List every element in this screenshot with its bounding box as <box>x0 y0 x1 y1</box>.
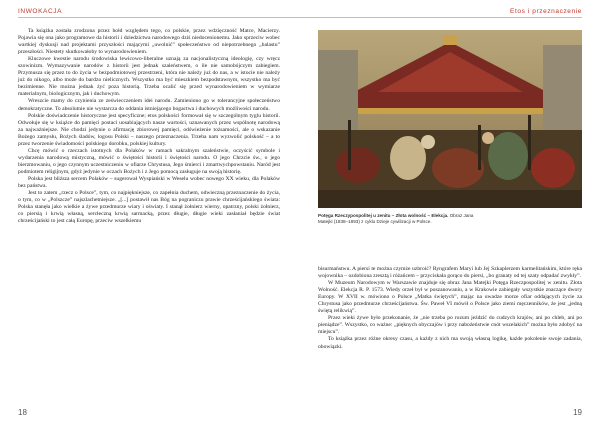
paragraph: To książka przez różne okresy czasu, a każdy z nich ma swoją własną logikę, każde pokolenie swoje zadania, obowiązki. <box>318 336 582 350</box>
paragraph: Wreszcie mamy do czynienia ze zeświecczeniem idei narodu. Zamieniono go w tolerancyjne społeczeństwo demokratyczne. To absolutnie nie wystarcza do oddania istniejącego bogactwa i duchowych możliwości narodu. <box>18 98 280 112</box>
paragraph: W Muzeum Narodowym w Warszawie znajduje się obraz Jana Matejki Potęga Rzeczpospolitej w zenitu. Złota Wolność. Elekcja R. P. 1573. Wiedy orzeł był w poszanowaniu, a w Krakowie zabiegały wszystkie znaczące dwory Europy. W XVII w. mówiono o Polsce „Matka świętych”, mając na uwadze morze ofiar oddających życie za Chrystusa jako przedmurze chrześcijaństwa. Św. Paweł VI mówił o Polsce jako ziemi męczenników, że jest „jedną świętą relikwią”. <box>318 280 582 315</box>
caption-rest: Obraz Jana Matejki (1838–1893) z cyklu Dzieje cywilizacji w Polsce. <box>318 213 474 224</box>
caption-title: Potęga Rzeczypospolitej u zenitu – Złota wolność – Elekcja. <box>318 213 449 218</box>
right-body-text <box>318 266 582 351</box>
right-page <box>300 0 600 427</box>
paragraph: Chcę mówić o rzeczach istotnych dla Polaków w ramach sakralnym szaleństwie, oczyścić symbole i wydarzenia narodową mistyczną, mówić o świętości historii i świętości narodu. O jego Chrzcie św., o jego bierzmowaniu, o jego czynnym uczestniczeniu w ofiarze Chrystusa, Jego śmierci i zmartwychpowstaniu. Naród jest podmiotem religijnym, gdyż jedynie w oczach Bożych i z Jego pomocą zasługuje na swoją historię. <box>18 147 280 175</box>
paragraph: Polskie doświadczenie historyczne jest specyficzne; etos polskości formował się w szczególnym tyglu historii. Odwołuje się w książce do pamięci postaci uosabiających nasze wartości, uznawanych przez wspólnotę narodową za najważniejsze. Nie chodzi jedynie o afirmację zbiorowej pamięci, odświeżenie tożsamości, ale o wskazanie Bożego zamysłu, Bożych śladów, logosu Polski – naszego przeznaczenia. Trzeba nam wyzwolić polskość – a to przez tworzenie świadomości polskiego dorobku, polskiej kultury. <box>18 112 280 147</box>
painting-caption <box>318 213 478 225</box>
running-head-left: INWOKACJA <box>18 8 63 15</box>
page-number-right: 19 <box>573 408 582 417</box>
header-rule-left <box>18 17 300 18</box>
left-body-text <box>18 28 280 225</box>
page-number-left: 18 <box>18 408 27 417</box>
paragraph: Jest to zatem „rzecz o Polsce”, tym, co najpiękniejsze, co zapełnia duchem, odwieczną przeznaczenie do życia, o tym, co w „Polszcze” najszlachetniejsze. „[...] postawił nas Bóg na pograniczu prawie chrześcijańskiego świata: Polska stanęła jako wielkie a żywe przedmurze wiary i oświaty. I stanął żołnierz wierny, opatrzny, polski żołnierz, co piersią i krwią własną, sercłeczną krwią sarmacką, przez długie, długie wieki zasłaniał będzie świat chrześcijański to jest całą Europę, przeciw wszelkiemu <box>18 190 280 225</box>
painting-illustration <box>318 30 582 208</box>
paragraph: bisurmaństwu. A piersi te można czymże uzbroić? Ryngrafem Maryi lub Jej Szkaplerzem karmelitańskim, które ręka wojownika – ozdobiona zresztą i różańcem – przyciskała gorąco do piersi, „bo granaty od tej szaty odpadać zwykły”. <box>318 266 582 280</box>
paragraph: Polska jest bliższa sercem Polaków – sugerował Wyspiański w Weselu wobec nowego XX wieku, dla Polaków bez państwa. <box>18 175 280 190</box>
paragraph: Przez wieki żywe było przekonanie, że „nie trzeba po rozum jeździć do cudzych krajów, ani po chleb, ani po pieniądze”. Wszystko, co ważne: „pięknych obyczajów i przy nabożeństwie cnót wszelakich” można było zdobyć na miejscu”. <box>318 315 582 336</box>
matejko-painting-image <box>318 30 582 208</box>
paragraph: Ta książka została zrodzona przez hołd względem tego, co polskie, przez wdzięczność Matce, Macierzy. Pojawia się ona jako programowe da historii i dziedzictwa narodowego dziś niedocenionemu. Jako sprzeciw wobec wartkiej dyskusji nad projektami przyszłości mającymi „uwolnić” społeczeństwo od niepotrzebnego „balastu” przeszłości. Niestety skutkowałoby to wynarodowieniem. <box>18 28 280 56</box>
header-rule-right <box>300 17 582 18</box>
paragraph: Kluczowe kwestie narodu środowiska lewicowo-liberalne uznają za nacjonalistyczną ideologię, czy wręcz szowinizm. Wymazywanie narodów z historii jest jednak szaleństwem, o ile nie samobójczym zabiegiem. Przymusza się przez to do życia w bezpodmiotowej przestrzeni, która nie należy już do nas, a w istocie nie należy już do nikogo, albo może do bardzo nielicznych. Wszystko ma być mieszkiem bezpodstawnym, wszystko ma być bezimienne. Nie można jednak żyć poza historią. Trzeba ocalić się przed wynarodowieniem w wymiarze materialnym, biologicznym, jak i duchowym. <box>18 56 280 98</box>
running-head-right: Etos i przeznaczenie <box>510 8 582 15</box>
